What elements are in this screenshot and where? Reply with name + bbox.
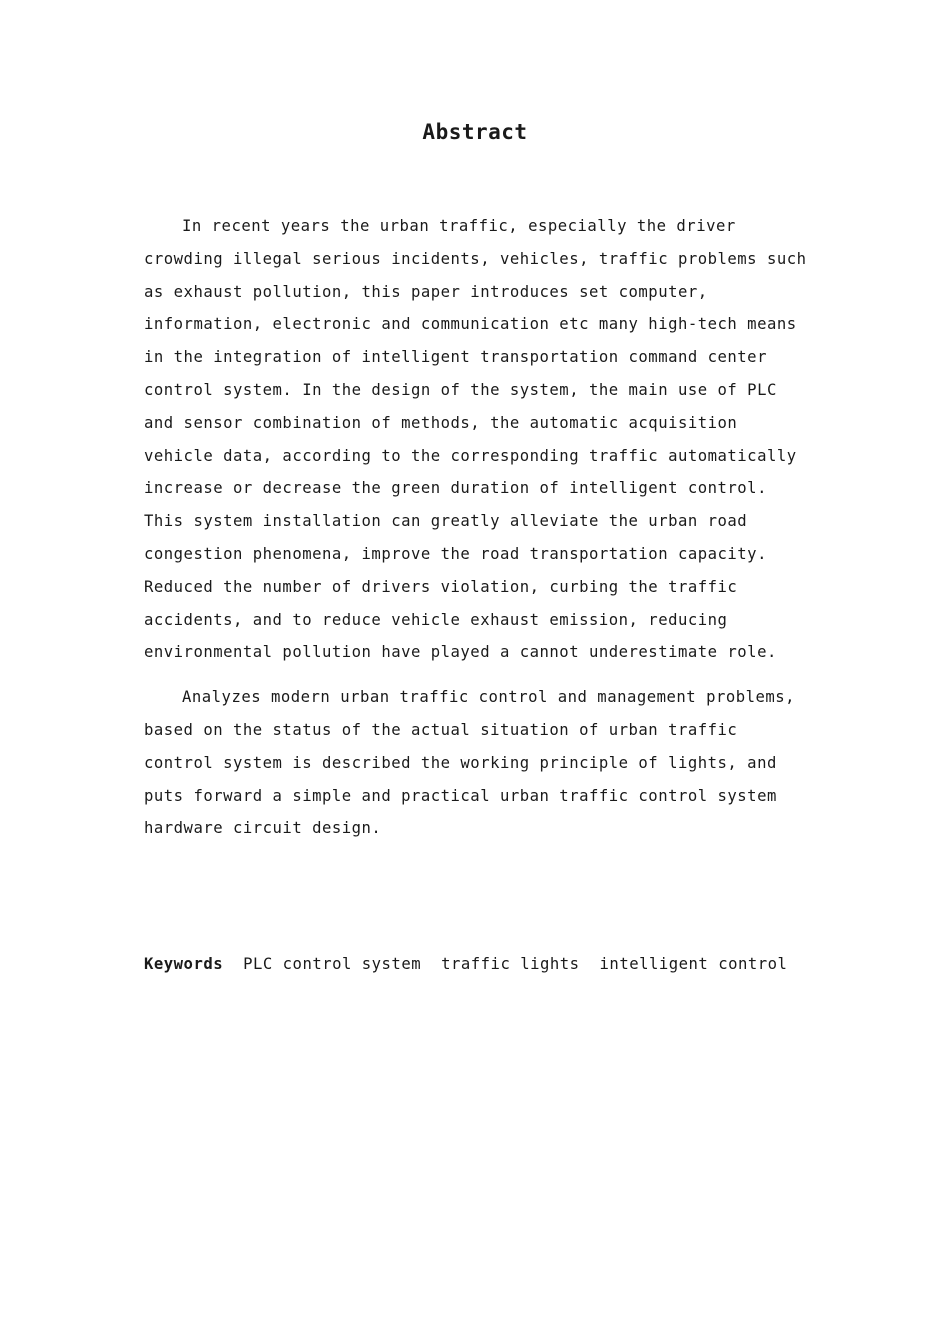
abstract-paragraph-1: In recent years the urban traffic, especially the driver crowding illegal serious incidents, vehicles, traffic problems such as exhaust pollution, this paper introduces set computer, information, electronic and communication etc many high-tech means in the integration of intelligent transportation command center control system. In the design of the system, the main use of PLC and sensor combination of methods, the automatic acquisition vehicle data, according to the corresponding traffic automatically increase or decrease the green duration of intelligent control. This system installation can greatly alleviate the urban road congestion phenomena, improve the road transportation capacity. Reduced the number of drivers violation, curbing the traffic accidents, and to reduce vehicle exhaust emission, reducing environmental pollution have played a cannot underestimate role. bbox=[144, 217, 807, 662]
keyword-term: intelligent control bbox=[599, 955, 788, 973]
keyword-term: traffic lights bbox=[441, 955, 580, 973]
abstract-body bbox=[144, 210, 809, 857]
keywords-label: Keywords bbox=[144, 955, 224, 973]
keyword-term: PLC control system bbox=[243, 955, 422, 973]
keywords-line bbox=[144, 948, 844, 980]
abstract-paragraph-2: Analyzes modern urban traffic control and management problems, based on the status of the actual situation of urban traffic control system is described the working principle of lights, and puts forward a simple and practical urban traffic control system hardware circuit design. bbox=[144, 688, 796, 838]
abstract-title: Abstract bbox=[422, 120, 528, 144]
